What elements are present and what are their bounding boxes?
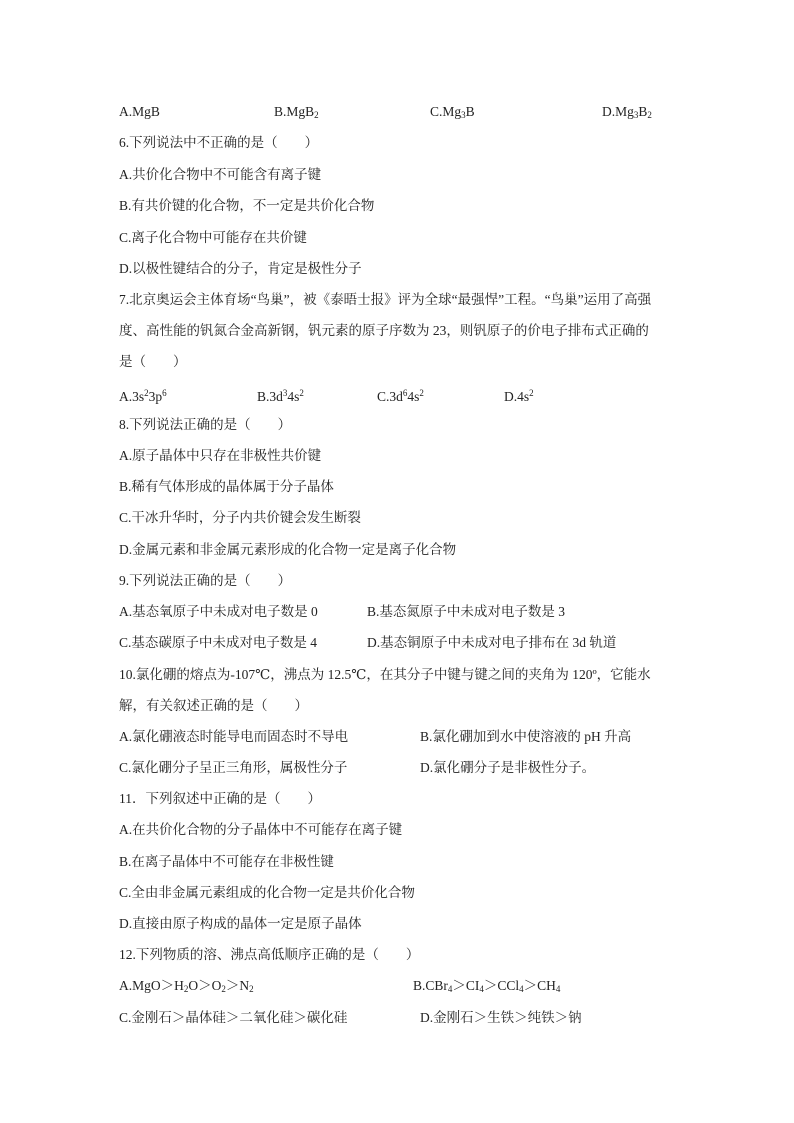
q5-option-b-sub: 2 [314, 110, 319, 120]
q7-d-sup1: 2 [529, 388, 534, 398]
q9-option-b: B.基态氮原子中未成对电子数是 3 [367, 604, 566, 619]
q11-option-c: C.全由非金属元素组成的化合物一定是共价化合物 [119, 885, 415, 900]
q12-option-d: D.金刚石＞生铁＞纯铁＞钠 [420, 1010, 582, 1025]
q12-a-s2: 2 [221, 984, 226, 994]
q7-stem-line3: 是（ ） [119, 354, 187, 369]
q7-b-part2: 4s [287, 389, 300, 404]
q7-stem-line1: 7.北京奥运会主体育场“鸟巢”，被《泰晤士报》评为全球“最强悍”工程。“鸟巢”运用了高强 [119, 292, 652, 307]
q12-option-a [119, 977, 254, 998]
q5-option-a [119, 103, 160, 121]
q12-a-t3: ＞N [225, 978, 250, 993]
q7-option-d [504, 384, 534, 406]
q7-option-a [119, 384, 167, 406]
q10-option-a: A.氯化硼液态时能导电而固态时不导电 [119, 729, 349, 744]
q10-option-d: D.氯化硼分子是非极性分子。 [420, 760, 596, 775]
q11-option-b: B.在离子晶体中不可能存在非极性键 [119, 854, 334, 869]
q12-a-t2: O＞O [188, 978, 222, 993]
q7-a-sup1: 2 [144, 388, 149, 398]
q7-stem-line2: 度、高性能的钒氮合金高新钢，钒元素的原子序数为 23，则钒原子的价电子排布式正确的 [119, 323, 649, 338]
q11-stem: 11．下列叙述中正确的是（ ） [119, 791, 321, 806]
q12-b-s2: 4 [479, 984, 484, 994]
q10-option-b: B.氯化硼加到水中使溶液的 pH 升高 [420, 729, 632, 744]
q7-c-sup2: 2 [419, 388, 424, 398]
q7-a-part2: 3p [148, 389, 163, 404]
q8-option-b: B.稀有气体形成的晶体属于分子晶体 [119, 479, 334, 494]
q12-b-t3: ＞CCl [483, 978, 520, 993]
q5-option-b-text: B.MgB [274, 104, 315, 119]
q6-option-a: A.共价化合物中不可能含有离子键 [119, 167, 322, 182]
q12-b-s1: 4 [447, 984, 453, 994]
q7-c-sup1: 6 [402, 388, 408, 398]
q12-a-t1: A.MgO＞H [119, 978, 184, 993]
q11-option-d: D.直接由原子构成的晶体一定是原子晶体 [119, 916, 362, 931]
q5-option-d-sub: 3 [633, 110, 639, 120]
q7-option-c [377, 384, 424, 406]
q12-option-c: C.金刚石＞晶体硅＞二氧化硅＞碳化硅 [119, 1010, 348, 1025]
q6-option-c: C.离子化合物中可能存在共价键 [119, 230, 307, 245]
q6-stem: 6.下列说法中不正确的是（ ） [119, 135, 319, 150]
q5-option-b [274, 103, 319, 124]
q12-a-s3: 2 [249, 984, 254, 994]
q12-option-b [413, 977, 560, 998]
q5-option-c-sub: 3 [461, 110, 466, 120]
q10-stem-line2: 解，有关叙述正确的是（ ） [119, 698, 308, 713]
q10-stem-line1: 10.氯化硼的熔点为-107℃，沸点为 12.5℃，在其分子中键与键之间的夹角为 120º，它能水 [119, 667, 651, 682]
q9-stem: 9.下列说法正确的是（ ） [119, 573, 292, 588]
q8-option-c: C.干冰升华时，分子内共价键会发生断裂 [119, 510, 361, 525]
q5-option-d [602, 103, 652, 124]
q7-a-part1: A.3s [119, 389, 145, 404]
q8-option-d: D.金属元素和非金属元素形成的化合物一定是离子化合物 [119, 542, 457, 557]
q5-option-c-post: B [465, 104, 475, 119]
q5-option-d-sub2: 2 [647, 110, 652, 120]
q7-b-part1: B.3d [257, 389, 283, 404]
q5-option-d-text: D.Mg [602, 104, 634, 119]
q7-d-part1: D.4s [504, 389, 530, 404]
q9-option-a: A.基态氧原子中未成对电子数是 0 [119, 604, 318, 619]
q12-b-t2: ＞CI [452, 978, 480, 993]
q12-b-s4: 4 [555, 984, 561, 994]
q9-option-c: C.基态碳原子中未成对电子数是 4 [119, 635, 318, 650]
q7-b-sup1: 3 [282, 388, 288, 398]
q5-option-c [430, 103, 475, 124]
q12-stem: 12.下列物质的溶、沸点高低顺序正确的是（ ） [119, 947, 420, 962]
q6-option-b: B.有共价键的化合物，不一定是共价化合物 [119, 198, 375, 213]
q8-option-a: A.原子晶体中只存在非极性共价键 [119, 448, 322, 463]
q5-option-d-mid: B [638, 104, 648, 119]
q7-option-b [257, 384, 304, 406]
q8-stem: 8.下列说法正确的是（ ） [119, 417, 292, 432]
q12-b-t4: ＞CH [523, 978, 556, 993]
q12-b-t1: B.CBr [413, 978, 448, 993]
q12-a-s1: 2 [183, 984, 189, 994]
q10-option-c: C.氯化硼分子呈正三角形，属极性分子 [119, 760, 348, 775]
q5-option-c-text: C.Mg [430, 104, 462, 119]
q7-a-sup2: 6 [162, 388, 167, 398]
q11-option-a: A.在共价化合物的分子晶体中不可能存在离子键 [119, 822, 403, 837]
q9-option-d: D.基态铜原子中未成对电子排布在 3d 轨道 [367, 635, 617, 650]
q6-option-d: D.以极性键结合的分子，肯定是极性分子 [119, 261, 362, 276]
q12-b-s3: 4 [519, 984, 524, 994]
q5-option-a-text: A.MgB [119, 104, 160, 119]
q7-c-part1: C.3d [377, 389, 403, 404]
q7-b-sup2: 2 [299, 388, 304, 398]
q7-c-part2: 4s [407, 389, 420, 404]
